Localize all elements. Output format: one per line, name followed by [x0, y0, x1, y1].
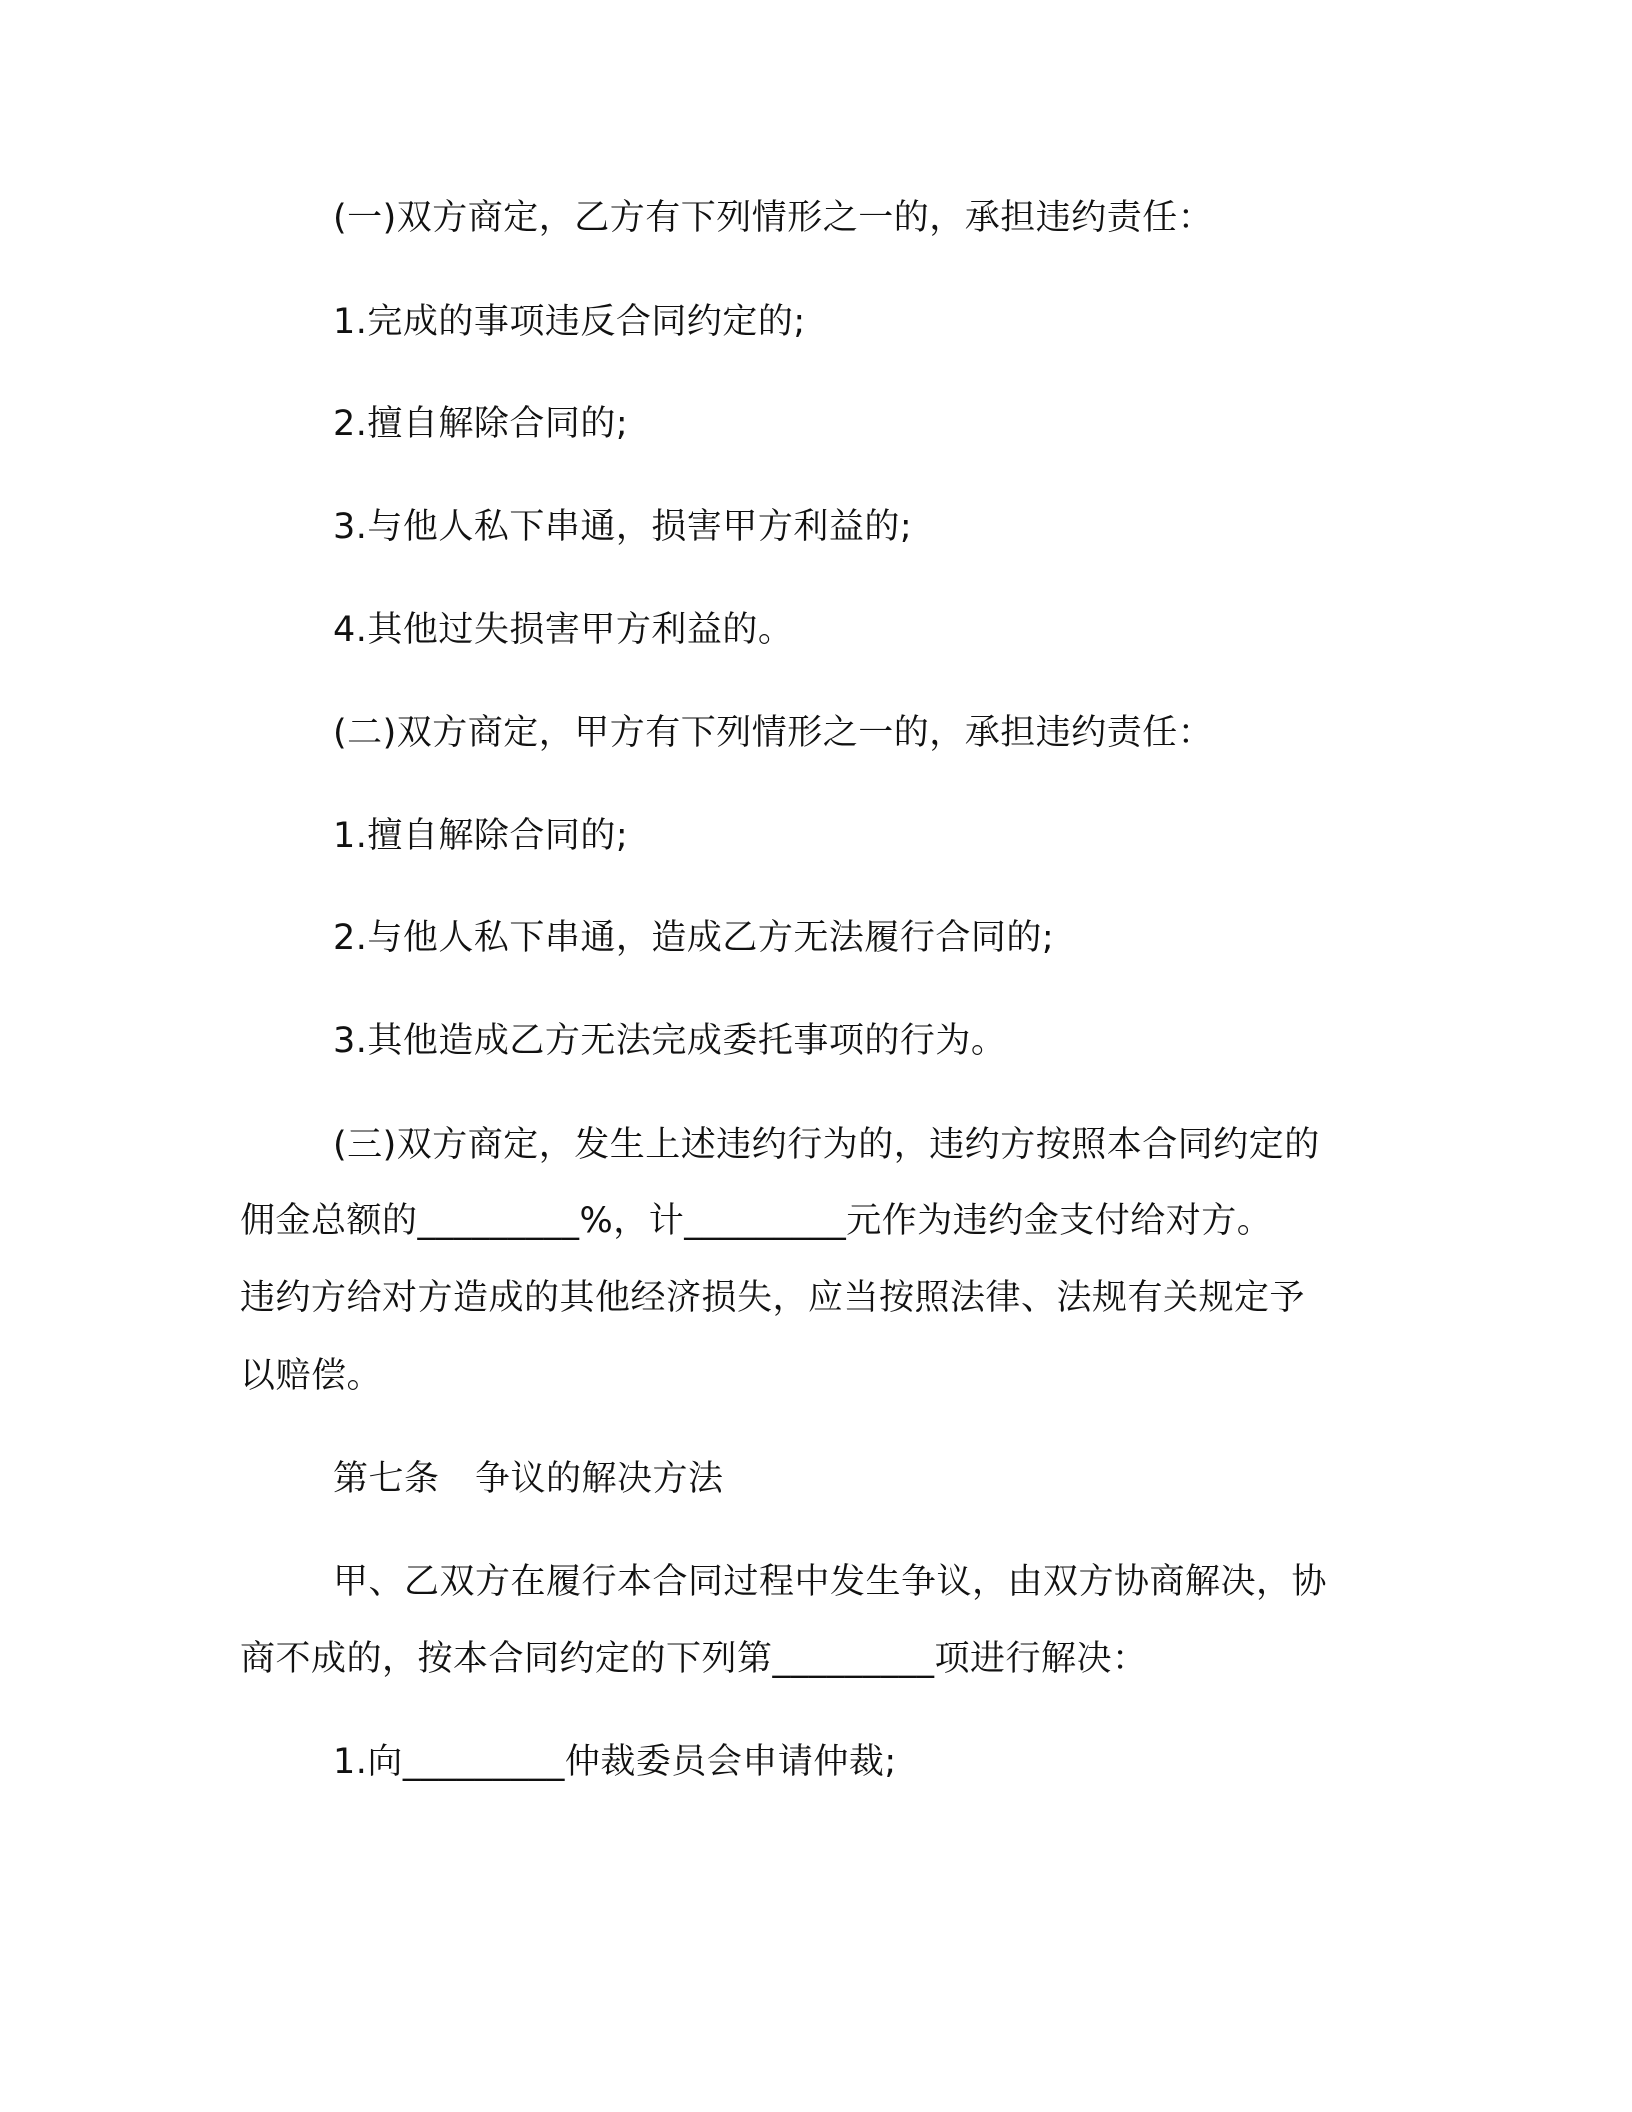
clause-3-line-1: (三)双方商定，发生上述违约行为的，违约方按照本合同约定的: [333, 1125, 1320, 1165]
article-7-para-line-2: 商不成的，按本合同约定的下列第_________项进行解决：: [240, 1639, 1148, 1679]
clause-1-item-3: 3.与他人私下串通，损害甲方利益的;: [333, 507, 913, 547]
clause-2-heading: (二)双方商定，甲方有下列情形之一的，承担违约责任：: [333, 713, 1214, 753]
clause-1-heading: (一)双方商定，乙方有下列情形之一的，承担违约责任：: [333, 198, 1214, 238]
clause-3-line-4: 以赔偿。: [240, 1356, 383, 1396]
clause-3-line-3: 违约方给对方造成的其他经济损失，应当按照法律、法规有关规定予: [240, 1278, 1306, 1318]
article-7-option-1: 1.向_________仲裁委员会申请仲裁;: [333, 1742, 897, 1782]
clause-1-item-2: 2.擅自解除合同的;: [333, 404, 629, 444]
clause-2-item-3: 3.其他造成乙方无法完成委托事项的行为。: [333, 1021, 1007, 1061]
article-7-title: 第七条 争议的解决方法: [333, 1459, 724, 1499]
article-7-para-line-1: 甲、乙双方在履行本合同过程中发生争议，由双方协商解决，协: [333, 1562, 1328, 1602]
clause-1-item-4: 4.其他过失损害甲方利益的。: [333, 610, 794, 650]
clause-2-item-1: 1.擅自解除合同的;: [333, 816, 629, 856]
clause-2-item-2: 2.与他人私下串通，造成乙方无法履行合同的;: [333, 918, 1055, 958]
clause-3-line-2: 佣金总额的_________%，计_________元作为违约金支付给对方。: [240, 1201, 1273, 1241]
clause-1-item-1: 1.完成的事项违反合同约定的;: [333, 302, 806, 342]
